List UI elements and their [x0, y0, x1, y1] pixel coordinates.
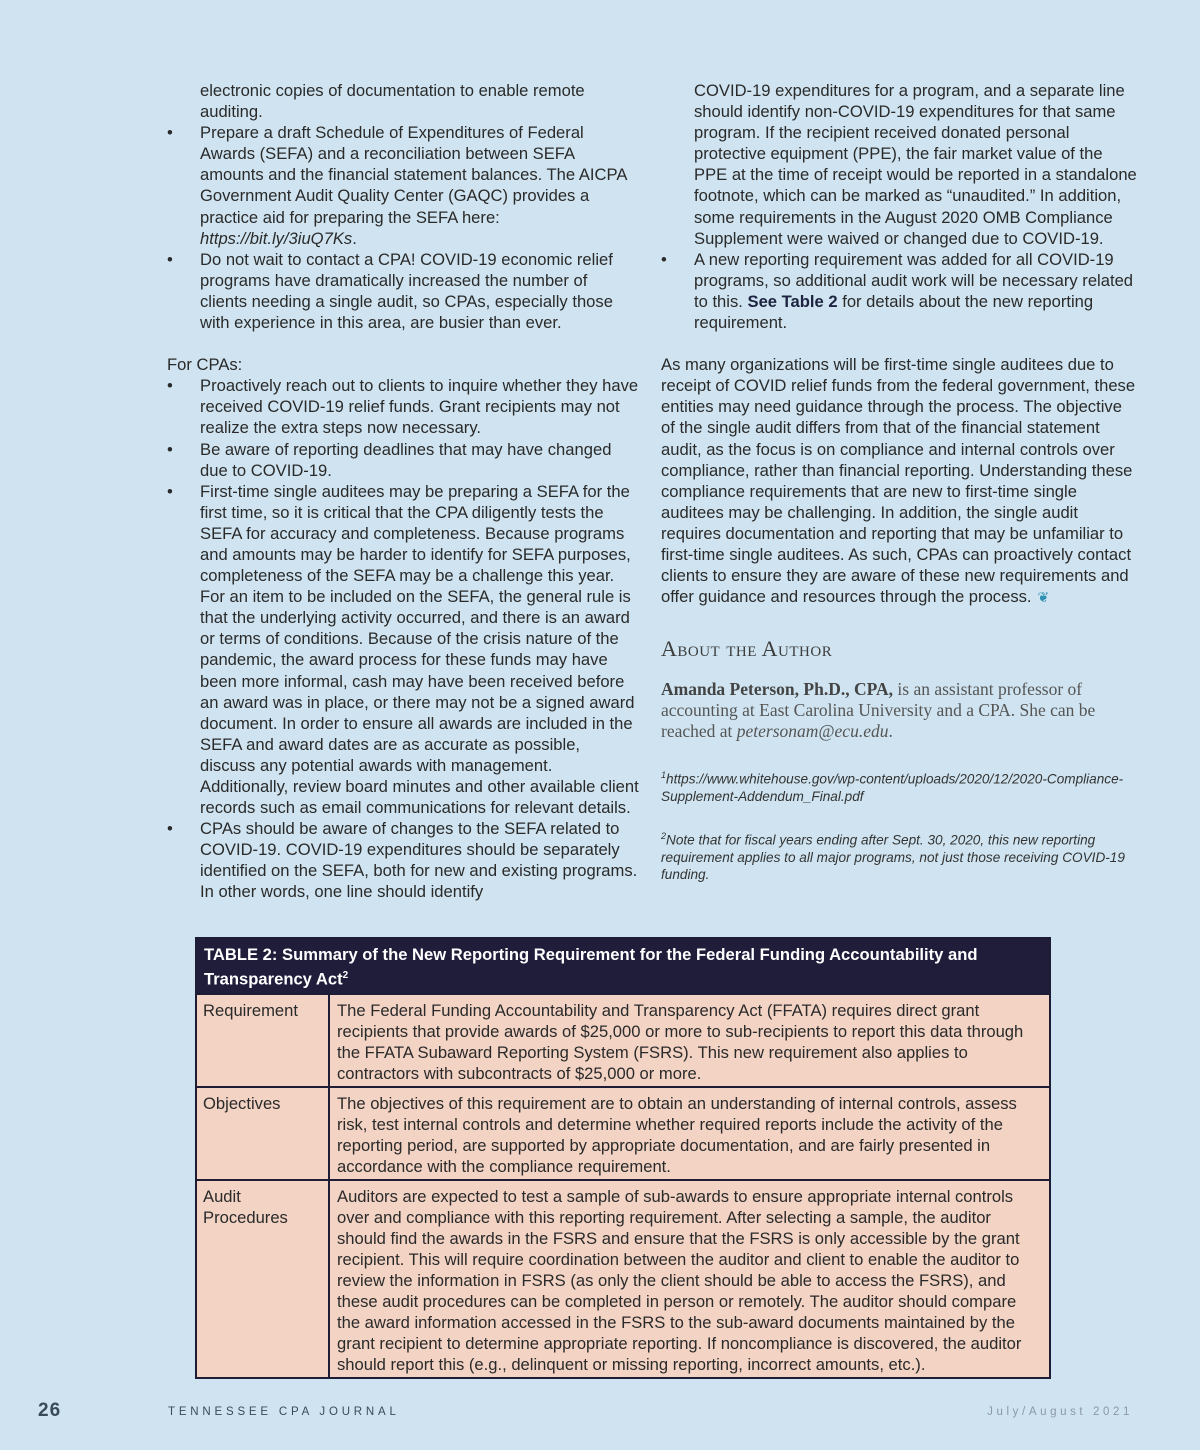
- bullet-new-reporting: • A new reporting requirement was added for all COVID-19 programs, so additional audit work will be necessary related to this. See Table 2 for details about the new reporting requirement.: [661, 249, 1139, 333]
- issue-date: July/August 2021: [987, 1406, 1133, 1418]
- client-bullet-list: [167, 122, 639, 333]
- for-cpas-heading: For CPAs:: [167, 355, 243, 375]
- table-row: [197, 993, 1049, 1086]
- bullet-contact-cpa: • Do not wait to contact a CPA! COVID-19 economic relief programs have dramatically increased the number of clients needing a single audit, so CPAs, especially those with experience in this area, are busier than ever.: [167, 249, 639, 333]
- table-row: [197, 1179, 1049, 1377]
- table-2: [195, 937, 1051, 1379]
- page-footer: [0, 1400, 1200, 1424]
- page-number: 26: [38, 1400, 62, 1421]
- author-name: Amanda Peterson, Ph.D., CPA,: [661, 679, 894, 700]
- footnote-1-url[interactable]: https://www.whitehouse.gov/wp-content/uploads/2020/12/2020-Compliance-Supplement-Addendum_Final.pdf: [661, 771, 1124, 805]
- bullet-first-time-sefa: • First-time single auditees may be preparing a SEFA for the first time, so it is critical that the CPA diligently tests the SEFA for accuracy and completeness. Because programs and amounts may be harder to identify for SEFA purposes, completeness of the SEFA may be a challenge this year. For an item to be included on the SEFA, the general rule is that the underlying activity occurred, and there is an award or terms of conditions. Because of the crisis nature of the pandemic, the award process for these funds may have been more informal, cash may have been received before an award was in place, or there may not be a signed award document. In order to ensure all awards are included in the SEFA and award dates are as accurate as possible, discuss any potential awards with management. Additionally, review board minutes and other available client records such as email communications for relevant details.: [167, 481, 639, 819]
- bullet-reach-out: • Proactively reach out to clients to inquire whether they have received COVID-19 relief funds. Grant recipients may not realize the extra steps now necessary.: [167, 375, 639, 438]
- left-column: [167, 80, 639, 903]
- footnote-2: $^2$Note that for fiscal years ending after Sept. 30, 2020, this new reporting requirement applies to all major programs, not just those receiving COVID-19 funding.: [661, 830, 1125, 883]
- table-row: [197, 1086, 1049, 1179]
- author-bio: Amanda Peterson, Ph.D., CPA, is an assistant professor of accounting at East Carolina University and a CPA. She can be reached at petersonam@ecu.edu.: [661, 679, 1096, 742]
- bullet-deadlines: • Be aware of reporting deadlines that may have changed due to COVID-19.: [167, 439, 639, 481]
- row-label: Requirement: [197, 995, 330, 1086]
- leaf-icon: ❦: [1037, 589, 1050, 606]
- cpa-bullet-list: [167, 375, 639, 902]
- conclusion-paragraph: As many organizations will be first-time single auditees due to receipt of COVID relief funds from the federal government, these entities may need guidance through the process. The objective of the single audit differs from that of the financial statement audit, as the focus is on compliance and internal controls over compliance, rather than financial reporting. Understanding these compliance requirements that are new to first-time single auditees may be challenging. In addition, the single audit requires documentation and reporting that may be unfamiliar to first-time single auditees. As such, CPAs can proactively contact clients to ensure they are aware of these new requirements and offer guidance and resources through the process. ❦: [661, 354, 1139, 608]
- bullet-sefa-draft: • Prepare a draft Schedule of Expenditures of Federal Awards (SEFA) and a reconciliation between SEFA amounts and the financial statement balances. The AICPA Government Audit Quality Center (GAQC) provides a practice aid for preparing the SEFA here: https://bit.ly/3iuQ7Ks.: [167, 122, 639, 249]
- gaqc-link[interactable]: https://bit.ly/3iuQ7Ks: [200, 228, 353, 248]
- continued-text-right: COVID-19 expenditures for a program, and a separate line should identify non-COVID-19 expenditures for that same program. If the recipient received donated personal protective equipment (PPE), the fair market value of the PPE at the time of receipt would be reported in a standalone footnote, which can be marked as “unaudited.” In addition, some requirements in the August 2020 OMB Compliance Supplement were waived or changed due to COVID-19.: [694, 81, 1137, 248]
- bullet-sefa-changes: • CPAs should be aware of changes to the SEFA related to COVID-19. COVID-19 expenditures should be separately identified on the SEFA, both for new and existing programs. In other words, one line should identify: [167, 818, 639, 902]
- continued-text: electronic copies of documentation to enable remote auditing.: [200, 81, 585, 122]
- reporting-bullet-list: [661, 249, 1139, 333]
- see-table-2-ref: See Table 2: [747, 291, 838, 311]
- row-label: Objectives: [197, 1088, 330, 1179]
- row-text: Auditors are expected to test a sample of sub-awards to ensure appropriate internal controls over and compliance with this reporting requirement. After selecting a sample, the auditor should find the awards in the FSRS and ensure that the FSRS is only accessible by the grant recipient. This will require coordination between the auditor and client to enable the auditor to review the information in FSRS (as only the client should be able to access the FSRS), and these audit procedures can be completed in person or remotely. The auditor should compare the award information accessed in the FSRS to the sub-award documents maintained by the grant recipient to determine appropriate reporting. If noncompliance is discovered, the auditor should report this (e.g., delinquent or missing reporting, incorrect amounts, etc.).: [337, 1186, 1022, 1374]
- about-author-heading: About the Author: [661, 636, 833, 662]
- right-column: [661, 80, 1139, 884]
- table-title: TABLE 2: Summary of the New Reporting Requirement for the Federal Funding Accountability and Transparency Act$^2$: [197, 939, 1049, 993]
- row-label: Audit Procedures: [197, 1181, 330, 1377]
- footnote-1: $^1$https://www.whitehouse.gov/wp-content/uploads/2020/12/2020-Compliance-Supplement-Addendum_Final.pdf: [661, 770, 1124, 805]
- row-text: The objectives of this requirement are to obtain an understanding of internal controls, assess risk, test internal controls and determine whether required reports include the activity of the reporting period, are supported by appropriate documentation, and are fairly presented in accordance with the compliance requirement.: [337, 1093, 1017, 1176]
- journal-name: TENNESSEE CPA JOURNAL: [168, 1406, 400, 1418]
- row-text: The Federal Funding Accountability and Transparency Act (FFATA) requires direct grant recipients that provide awards of $25,000 or more to sub-recipients to report this data through the FFATA Subaward Reporting System (FSRS). This new requirement also applies to contractors with subcontracts of $25,000 or more.: [337, 1000, 1024, 1083]
- author-email[interactable]: petersonam@ecu.edu: [736, 721, 889, 742]
